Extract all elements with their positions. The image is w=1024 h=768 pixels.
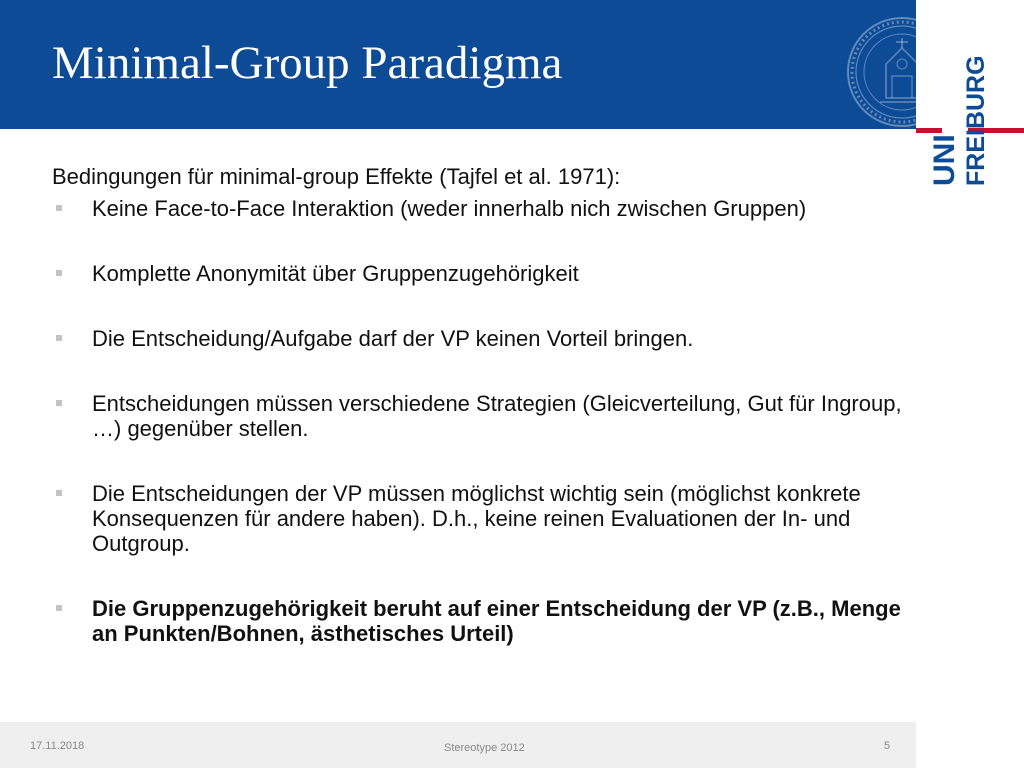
square-bullet-icon [56, 335, 62, 341]
logo-freiburg-text: FREIBURG [962, 55, 990, 186]
footer-date: 17.11.2018 [30, 740, 85, 752]
university-seal-icon [846, 16, 916, 128]
bullet-text: Entscheidungen müssen verschiedene Strategien (Gleicverteilung, Gut für Ingroup, …) gegenüber stellen. [92, 391, 902, 441]
bullet-item [52, 196, 912, 221]
bullet-text: Komplette Anonymität über Gruppenzugehörigkeit [92, 261, 579, 286]
bullet-item [52, 261, 912, 286]
bullet-item-emphasized [52, 596, 912, 646]
bullet-text: Die Entscheidungen der VP müssen möglichst wichtig sein (möglichst konkrete Konsequenzen für andere haben). D.h., keine reinen Evaluationen der In- und Outgroup. [92, 481, 861, 556]
square-bullet-icon [56, 490, 62, 496]
title-bar [0, 0, 916, 129]
intro-text: Bedingungen für minimal-group Effekte (Tajfel et al. 1971): [52, 164, 621, 189]
square-bullet-icon [56, 270, 62, 276]
footer-title: Stereotype 2012 [444, 742, 525, 754]
slide-content [52, 164, 912, 686]
bullet-item [52, 481, 912, 556]
bullet-text: Die Gruppenzugehörigkeit beruht auf einer Entscheidung der VP (z.B., Menge an Punkten/Bohnen, ästhetisches Urteil) [92, 596, 901, 646]
bullet-list [52, 196, 912, 646]
slide-title: Minimal-Group Paradigma [52, 37, 563, 89]
slide-footer [0, 722, 916, 768]
square-bullet-icon [56, 205, 62, 211]
logo-uni-text: UNI [928, 134, 961, 186]
bullet-item [52, 326, 912, 351]
bullet-item [52, 391, 912, 441]
page-number: 5 [884, 740, 891, 752]
square-bullet-icon [56, 400, 62, 406]
bullet-text: Die Entscheidung/Aufgabe darf der VP keinen Vorteil bringen. [92, 326, 694, 351]
uni-freiburg-logo [916, 0, 1024, 200]
square-bullet-icon [56, 605, 62, 611]
bullet-text: Keine Face-to-Face Interaktion (weder innerhalb nich zwischen Gruppen) [92, 196, 807, 221]
